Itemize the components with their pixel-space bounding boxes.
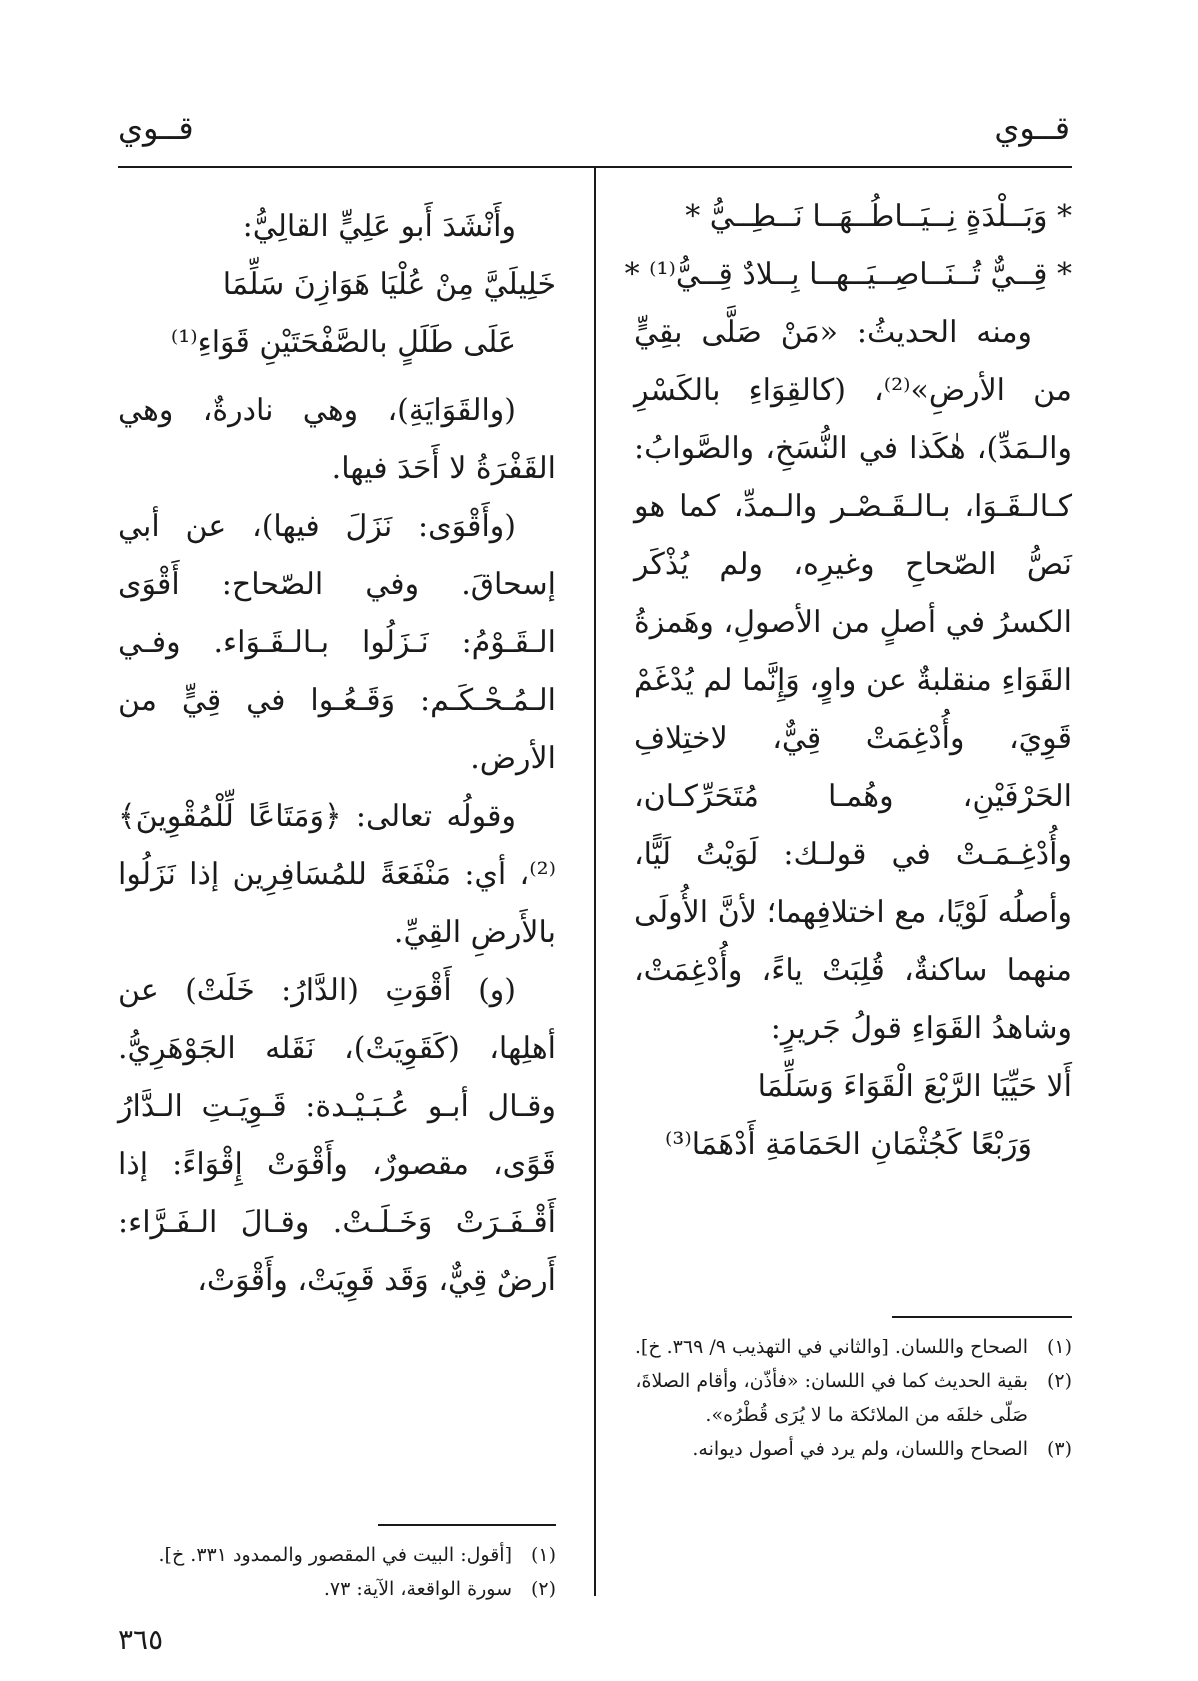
footnote-rule — [892, 1316, 1072, 1318]
verse-line: أَلا حَيِّيَا الرَّبْعَ الْقَوَاءَ وَسَلِّمَا — [757, 1069, 1072, 1104]
footnote-text: الصحاح واللسان. [والثاني في التهذيب ٩/ ٣٦٩. خ]. — [634, 1336, 1028, 1358]
running-head-left: قــوي — [118, 109, 194, 147]
footnote — [118, 1538, 556, 1572]
body-paragraph: (وأَقْوَى: نَزَلَ فيها)، عن أبي إسحاقَ. وفي الصّحاح: أَقْوَى الـقَـوْمُ: نَـزَلُوا بـالـقَـوَاء. وفـي الـمُـحْـكَـم: وَقَـعُـوا في قِيٍّ من الأرض. — [118, 509, 556, 776]
body-paragraph: وقولُه تعالى: ﴿وَمَتَاعًا لِّلْمُقْوِينَ﴾⁽²⁾، أي: مَنْفَعَةً للمُسَافِرِين إذا نَزَلُوا بالأَرضِ القِيِّ. — [118, 799, 556, 950]
footnote-number: (٢) — [530, 1578, 556, 1600]
body-paragraph: (والقَوَايَةِ)، وهي نادرةٌ، وهي القَفْرَةُ لا أَحَدَ فيها. — [118, 393, 556, 486]
verse-line: وَرَبْعًا كَجُثْمَانِ الحَمَامَةِ أَدْهَمَا⁽³⁾ — [664, 1127, 1032, 1162]
footnotes-left — [118, 1538, 556, 1606]
footnote-number: (١) — [530, 1544, 556, 1566]
footnote-text: [أقول: البيت في المقصور والممدود ٣٣١. خ]. — [158, 1544, 512, 1566]
footnote — [118, 1572, 556, 1606]
footnote — [634, 1432, 1072, 1466]
footnotes-right — [634, 1330, 1072, 1466]
footnote-text: الصحاح واللسان، ولم يرد في أصول ديوانه. — [692, 1438, 1028, 1460]
footnote — [634, 1364, 1072, 1432]
footnote-rule — [378, 1524, 556, 1526]
body-paragraph: (و) أَقْوَتِ (الدَّارُ: خَلَتْ) عن أهلِها، (كَقَوِيَتْ)، نَقَله الجَوْهَرِيُّ. وقـال أبـو عُـبَـيْـدة: قَـوِيَـتِ الـدَّارُ قَوًى، مقصورٌ، وأَقْوَتْ إِقْوَاءً: إذا أَقْـفَـرَتْ وَخَـلَـتْ. وقـالَ الـفَـرَّاء: أَرضٌ قِيٌّ، وَقَد قَوِيَتْ، وأَقْوَتْ، — [118, 973, 556, 1298]
running-head-right: قــوي — [994, 109, 1070, 147]
body-paragraph: وأَنْشَدَ أَبو عَلِيٍّ القالِيُّ: — [242, 209, 516, 244]
footnote-text: سورة الواقعة، الآية: ٧٣. — [323, 1578, 512, 1600]
verse-line: * قِــيٌّ تُــنَــاصِــيَــهــا بِــلادٌ قِــيُّ⁽¹⁾ * — [624, 257, 1072, 292]
verse-line: * وَبَــلْدَةٍ نِــيَــاطُــهَــا نَــطِــيُّ * — [685, 199, 1072, 234]
footnote-number: (٢) — [1046, 1370, 1072, 1392]
page-number: ٣٦٥ — [118, 1623, 164, 1656]
verse-line: عَلَى طَلَلٍ بالصَّفْحَتَيْنِ قَوَاءِ⁽¹⁾ — [170, 325, 516, 360]
footnote-text: بقية الحديث كما في اللسان: «فأذّن، وأقام الصلاةَ، صَلّى خلفَه من الملائكة ما لا يُرَى قُطْرُه». — [635, 1370, 1028, 1426]
body-paragraph: ومنه الحديثُ: «مَنْ صَلَّى بقِيٍّ من الأرضِ»⁽²⁾، (كالقِوَاءِ بالكَسْرِ والـمَدِّ)، هٰكَذا في النُّسَخِ، والصَّوابُ: كـالـقَـوَا، بـالـقَـصْـر والـمدِّ، كما هو نَصُّ الصّحاحِ وغيرِه، ولم يُذْكَر الكسرُ في أصلٍ من الأصولِ، وهَمزةُ القَوَاءِ منقلبةٌ عن واوٍ، وَإِنَّما لم يُدْغَمْ قَوِيَ، وأُدْغِمَتْ قِيٌّ، لاختِلافِ الحَرْفَيْنِ، وهُمـا مُتَحَرِّكـان، وأُدْغِـمَـتْ في قولـك: لَوَيْتُ لَيًّا، وأصلُه لَوْيًا، مع اختلافِهما؛ لأنَّ الأُولَى منهما ساكنةٌ، قُلِبَتْ ياءً، وأُدْغِمَتْ، وشاهدُ القَوَاءِ قولُ جَريرٍ: — [634, 315, 1072, 1046]
column-divider — [594, 166, 596, 1596]
left-column — [118, 198, 556, 1310]
right-column — [624, 188, 1072, 1174]
footnote — [634, 1330, 1072, 1364]
spacer — [118, 372, 556, 382]
verse-line: خَلِيلَيَّ مِنْ عُلْيَا هَوَازِنَ سَلِّمَا — [222, 267, 556, 302]
footnote-number: (٣) — [1046, 1438, 1072, 1460]
footnote-number: (١) — [1046, 1336, 1072, 1358]
